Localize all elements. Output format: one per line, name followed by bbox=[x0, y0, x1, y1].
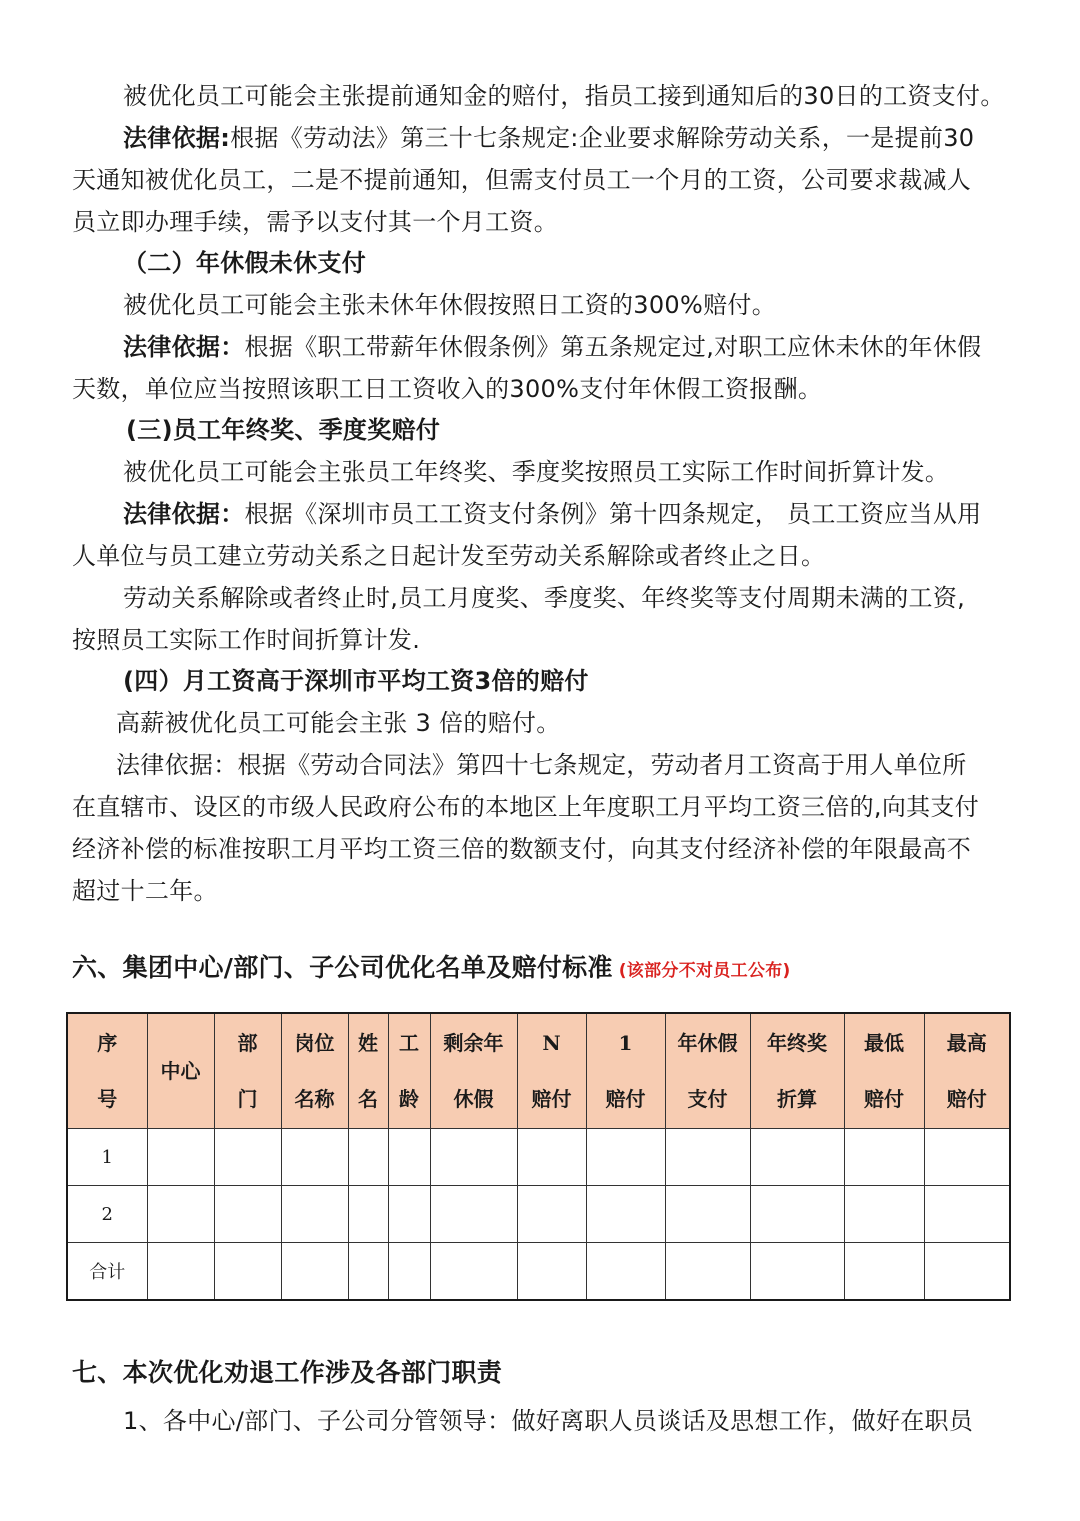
paragraph-notice-pay: 被优化员工可能会主张提前通知金的赔付，指员工接到通知后的30日的工资支付。 bbox=[123, 82, 1005, 110]
table-cell bbox=[281, 1129, 348, 1186]
row-number-cell: 2 bbox=[67, 1186, 147, 1243]
table-row bbox=[67, 1129, 1010, 1186]
table-cell bbox=[147, 1129, 214, 1186]
table-cell bbox=[665, 1186, 750, 1243]
table-cell bbox=[517, 1243, 586, 1301]
table-cell bbox=[214, 1129, 281, 1186]
table-cell bbox=[388, 1186, 430, 1243]
paragraph-legal-basis-4-line2: 在直辖市、设区的市级人民政府公布的本地区上年度职工月平均工资三倍的,向其支付 bbox=[72, 793, 980, 821]
table-total-row bbox=[67, 1243, 1010, 1301]
compensation-table bbox=[66, 1012, 1011, 1301]
header-cell: 年终奖 折算 bbox=[750, 1013, 844, 1129]
header-cell: 序 号 bbox=[67, 1013, 147, 1129]
table-cell bbox=[750, 1243, 844, 1301]
row-number-cell: 1 bbox=[67, 1129, 147, 1186]
paragraph-legal-basis-3 bbox=[123, 497, 981, 531]
paragraph-legal-basis-2 bbox=[123, 330, 981, 364]
paragraph-legal-basis-4: 法律依据：根据《劳动合同法》第四十七条规定，劳动者月工资高于用人单位所 bbox=[116, 751, 967, 779]
header-cell: 最低 赔付 bbox=[844, 1013, 924, 1129]
legal-basis-label: 法律依据： bbox=[123, 333, 245, 361]
paragraph-legal-basis-4-line3: 经济补偿的标准按职工月平均工资三倍的数额支付，向其支付经济补偿的年限最高不 bbox=[72, 835, 972, 863]
section-6-title: 六、集团中心/部门、子公司优化名单及赔付标准 bbox=[72, 953, 613, 982]
table-cell bbox=[214, 1243, 281, 1301]
table-cell bbox=[348, 1186, 388, 1243]
legal-basis-label: 法律依据： bbox=[123, 500, 245, 528]
table-cell bbox=[517, 1129, 586, 1186]
table-cell bbox=[388, 1129, 430, 1186]
header-cell: 剩余年 休假 bbox=[430, 1013, 517, 1129]
section-6-heading bbox=[72, 951, 791, 988]
table-cell bbox=[214, 1186, 281, 1243]
paragraph-legal-basis-4-line4: 超过十二年。 bbox=[72, 877, 218, 905]
table-cell bbox=[924, 1129, 1010, 1186]
table-cell bbox=[348, 1243, 388, 1301]
header-cell: 中心 bbox=[147, 1013, 214, 1129]
header-cell: 最高 赔付 bbox=[924, 1013, 1010, 1129]
table-cell bbox=[586, 1186, 665, 1243]
paragraph-termination-line2: 按照员工实际工作时间折算计发. bbox=[72, 626, 421, 654]
table-cell bbox=[586, 1129, 665, 1186]
table-cell bbox=[281, 1243, 348, 1301]
table-cell bbox=[517, 1186, 586, 1243]
table-cell bbox=[430, 1186, 517, 1243]
total-label-cell: 合计 bbox=[67, 1243, 147, 1301]
table-cell bbox=[924, 1243, 1010, 1301]
paragraph-bonus: 被优化员工可能会主张员工年终奖、季度奖按照员工实际工作时间折算计发。 bbox=[123, 458, 950, 486]
legal-basis-text: 根据《深圳市员工工资支付条例》第十四条规定， 员工工资应当从用 bbox=[244, 500, 982, 528]
header-cell: 姓 名 bbox=[348, 1013, 388, 1129]
table-cell bbox=[430, 1129, 517, 1186]
paragraph-legal-basis-1-line3: 员立即办理手续，需予以支付其一个月工资。 bbox=[72, 208, 558, 236]
table-row bbox=[67, 1186, 1010, 1243]
legal-basis-label: 法律依据: bbox=[123, 124, 231, 152]
paragraph-annual-leave: 被优化员工可能会主张未休年休假按照日工资的300%赔付。 bbox=[123, 291, 777, 319]
header-cell: 岗位 名称 bbox=[281, 1013, 348, 1129]
table-cell bbox=[147, 1243, 214, 1301]
section-7-item-1: 1、各中心/部门、子公司分管领导：做好离职人员谈话及思想工作，做好在职员 bbox=[123, 1407, 974, 1435]
header-cell: 年休假 支付 bbox=[665, 1013, 750, 1129]
paragraph-legal-basis-3-line2: 人单位与员工建立劳动关系之日起计发至劳动关系解除或者终止之日。 bbox=[72, 542, 826, 570]
paragraph-legal-basis-2-line2: 天数，单位应当按照该职工日工资收入的300%支付年休假工资报酬。 bbox=[72, 375, 823, 403]
paragraph-legal-basis-1-line2: 天通知被优化员工，二是不提前通知，但需支付员工一个月的工资，公司要求裁减人 bbox=[72, 166, 972, 194]
table-header-row bbox=[67, 1013, 1010, 1129]
table-cell bbox=[844, 1129, 924, 1186]
section-7-title: 七、本次优化劝退工作涉及各部门职责 bbox=[72, 1358, 503, 1387]
table-cell bbox=[586, 1243, 665, 1301]
table-cell bbox=[750, 1186, 844, 1243]
table-cell bbox=[844, 1243, 924, 1301]
paragraph-legal-basis-1 bbox=[123, 121, 974, 155]
table-cell bbox=[430, 1243, 517, 1301]
header-cell: 部 门 bbox=[214, 1013, 281, 1129]
legal-basis-text: 根据《职工带薪年休假条例》第五条规定过,对职工应休未休的年休假 bbox=[244, 333, 982, 361]
header-cell: 1 赔付 bbox=[586, 1013, 665, 1129]
section-6-note: (该部分不对员工公布) bbox=[618, 961, 791, 981]
paragraph-high-salary: 高薪被优化员工可能会主张 3 倍的赔付。 bbox=[116, 709, 561, 737]
table-cell bbox=[924, 1186, 1010, 1243]
table-cell bbox=[665, 1129, 750, 1186]
legal-basis-text: 根据《劳动法》第三十七条规定:企业要求解除劳动关系，一是提前30 bbox=[230, 124, 975, 152]
table-cell bbox=[281, 1186, 348, 1243]
table-cell bbox=[750, 1129, 844, 1186]
heading-bonus: (三)员工年终奖、季度奖赔付 bbox=[126, 416, 441, 444]
table-cell bbox=[147, 1186, 214, 1243]
table-cell bbox=[844, 1186, 924, 1243]
table-cell bbox=[388, 1243, 430, 1301]
paragraph-termination: 劳动关系解除或者终止时,员工月度奖、季度奖、年终奖等支付周期未满的工资, bbox=[123, 584, 966, 612]
header-cell: 工 龄 bbox=[388, 1013, 430, 1129]
heading-annual-leave: （二）年休假未休支付 bbox=[123, 249, 366, 277]
table-cell bbox=[665, 1243, 750, 1301]
header-cell: N 赔付 bbox=[517, 1013, 586, 1129]
table-cell bbox=[348, 1129, 388, 1186]
heading-high-salary: (四）月工资高于深圳市平均工资3倍的赔付 bbox=[123, 667, 589, 695]
